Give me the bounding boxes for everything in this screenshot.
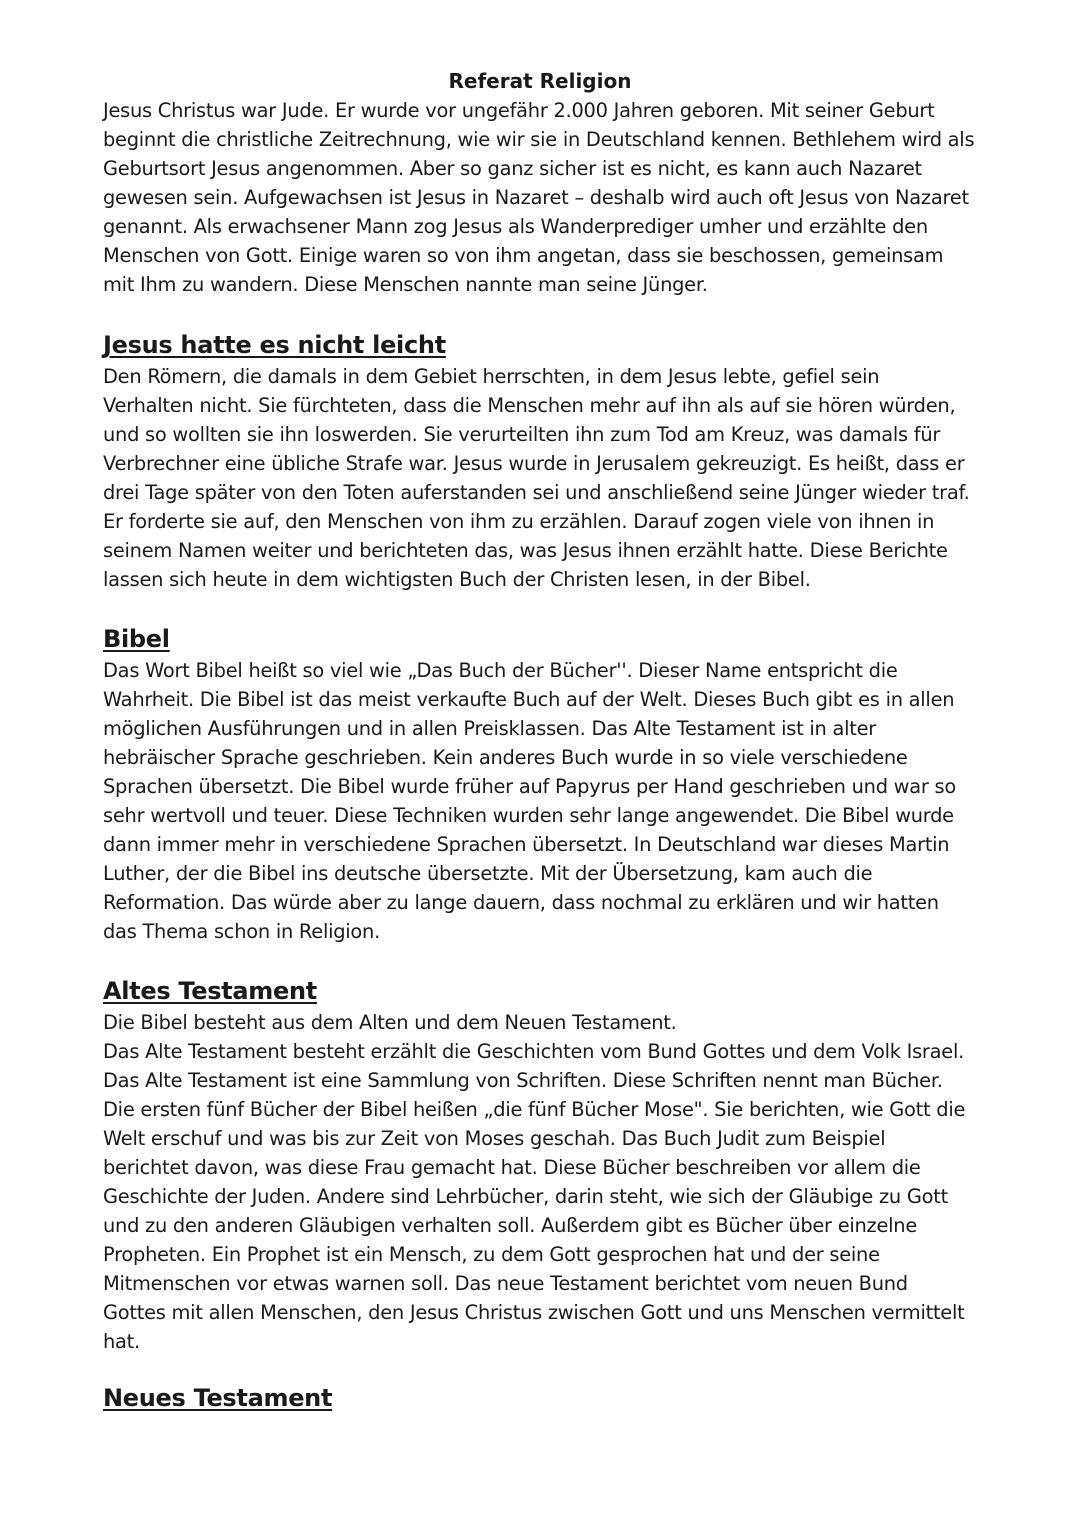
text-line: möglichen Ausführungen und in allen Preisklassen. Das Alte Testament ist in alter <box>103 717 876 740</box>
text-line: Die Bibel besteht aus dem Alten und dem Neuen Testament. <box>103 1011 677 1034</box>
text-line: Sprachen übersetzt. Die Bibel wurde früher auf Papyrus per Hand geschrieben und war so <box>103 775 957 798</box>
text-line: Geschichte der Juden. Andere sind Lehrbücher, darin steht, wie sich der Gläubige zu Gott <box>103 1185 948 1208</box>
text-line: Welt erschuf und was bis zur Zeit von Moses geschah. Das Buch Judit zum Beispiel <box>103 1127 886 1150</box>
text-line: berichtet davon, was diese Frau gemacht hat. Diese Bücher beschreiben vor allem die <box>103 1156 921 1179</box>
text-line: hebräischer Sprache geschrieben. Kein anderes Buch wurde in so viele verschiedene <box>103 746 908 769</box>
text-line: Das Wort Bibel heißt so viel wie „Das Buch der Bücher''. Dieser Name entspricht die <box>103 659 898 682</box>
text-line: Das Alte Testament ist eine Sammlung von Schriften. Diese Schriften nennt man Bücher. <box>103 1069 943 1092</box>
text-line: sehr wertvoll und teuer. Diese Techniken wurden sehr lange angewendet. Die Bibel wurde <box>103 804 954 827</box>
text-line: mit Ihm zu wandern. Diese Menschen nannte man seine Jünger. <box>103 273 708 296</box>
text-line: Wahrheit. Die Bibel ist das meist verkaufte Buch auf der Welt. Dieses Buch gibt es in allen <box>103 688 955 711</box>
text-line: und so wollten sie ihn loswerden. Sie verurteilten ihn zum Tod am Kreuz, was damals für <box>103 423 941 446</box>
text-line: Luther, der die Bibel ins deutsche übersetzte. Mit der Übersetzung, kam auch die <box>103 862 873 885</box>
text-line: Die ersten fünf Bücher der Bibel heißen „die fünf Bücher Mose". Sie berichten, wie Gott die <box>103 1098 966 1121</box>
text-line: drei Tage später von den Toten auferstanden sei und anschließend seine Jünger wieder traf. <box>103 481 970 504</box>
text-line: Den Römern, die damals in dem Gebiet herrschten, in dem Jesus lebte, gefiel sein <box>103 365 880 388</box>
text-line: gewesen sein. Aufgewachsen ist Jesus in Nazaret – deshalb wird auch oft Jesus von Nazaret <box>103 186 969 209</box>
text-line: lassen sich heute in dem wichtigsten Buch der Christen lesen, in der Bibel. <box>103 568 811 591</box>
text-line: Verbrechner eine übliche Strafe war. Jesus wurde in Jerusalem gekreuzigt. Es heißt, dass er <box>103 452 965 475</box>
section-paragraph-bibel <box>103 656 993 946</box>
section-heading-jesus: Jesus hatte es nicht leicht <box>103 331 446 359</box>
text-line: und zu den anderen Gläubigen verhalten soll. Außerdem gibt es Bücher über einzelne <box>103 1214 918 1237</box>
section-paragraph-altes-testament <box>103 1008 993 1356</box>
text-line: dann immer mehr in verschiedene Sprachen übersetzt. In Deutschland war dieses Martin <box>103 833 950 856</box>
text-line: seinem Namen weiter und berichteten das, was Jesus ihnen erzählt hatte. Diese Berichte <box>103 539 948 562</box>
text-line: Reformation. Das würde aber zu lange dauern, dass nochmal zu erklären und wir hatten <box>103 891 939 914</box>
text-line: Gottes mit allen Menschen, den Jesus Christus zwischen Gott und uns Menschen vermittelt <box>103 1301 965 1324</box>
text-line: Geburtsort Jesus angenommen. Aber so ganz sicher ist es nicht, es kann auch Nazaret <box>103 157 922 180</box>
intro-paragraph <box>103 96 993 299</box>
text-line: Verhalten nicht. Sie fürchteten, dass die Menschen mehr auf ihn als auf sie hören würden, <box>103 394 956 417</box>
text-line: hat. <box>103 1330 140 1353</box>
text-line: Er forderte sie auf, den Menschen von ihm zu erzählen. Darauf zogen viele von ihnen in <box>103 510 935 533</box>
section-heading-bibel: Bibel <box>103 625 170 653</box>
text-line: Mitmenschen vor etwas warnen soll. Das neue Testament berichtet vom neuen Bund <box>103 1272 908 1295</box>
section-heading-neues-testament: Neues Testament <box>103 1384 333 1412</box>
text-line: Das Alte Testament besteht erzählt die Geschichten vom Bund Gottes und dem Volk Israel. <box>103 1040 965 1063</box>
section-heading-altes-testament: Altes Testament <box>103 977 317 1005</box>
text-line: das Thema schon in Religion. <box>103 920 380 943</box>
section-paragraph-jesus <box>103 362 993 594</box>
text-line: Propheten. Ein Prophet ist ein Mensch, zu dem Gott gesprochen hat und der seine <box>103 1243 880 1266</box>
text-line: genannt. Als erwachsener Mann zog Jesus als Wanderprediger umher und erzählte den <box>103 215 928 238</box>
document-title: Referat Religion <box>448 69 632 93</box>
text-line: beginnt die christliche Zeitrechnung, wie wir sie in Deutschland kennen. Bethlehem wird als <box>103 128 975 151</box>
text-line: Menschen von Gott. Einige waren so von ihm angetan, dass sie beschossen, gemeinsam <box>103 244 944 267</box>
text-line: Jesus Christus war Jude. Er wurde vor ungefähr 2.000 Jahren geboren. Mit seiner Geburt <box>103 99 935 122</box>
